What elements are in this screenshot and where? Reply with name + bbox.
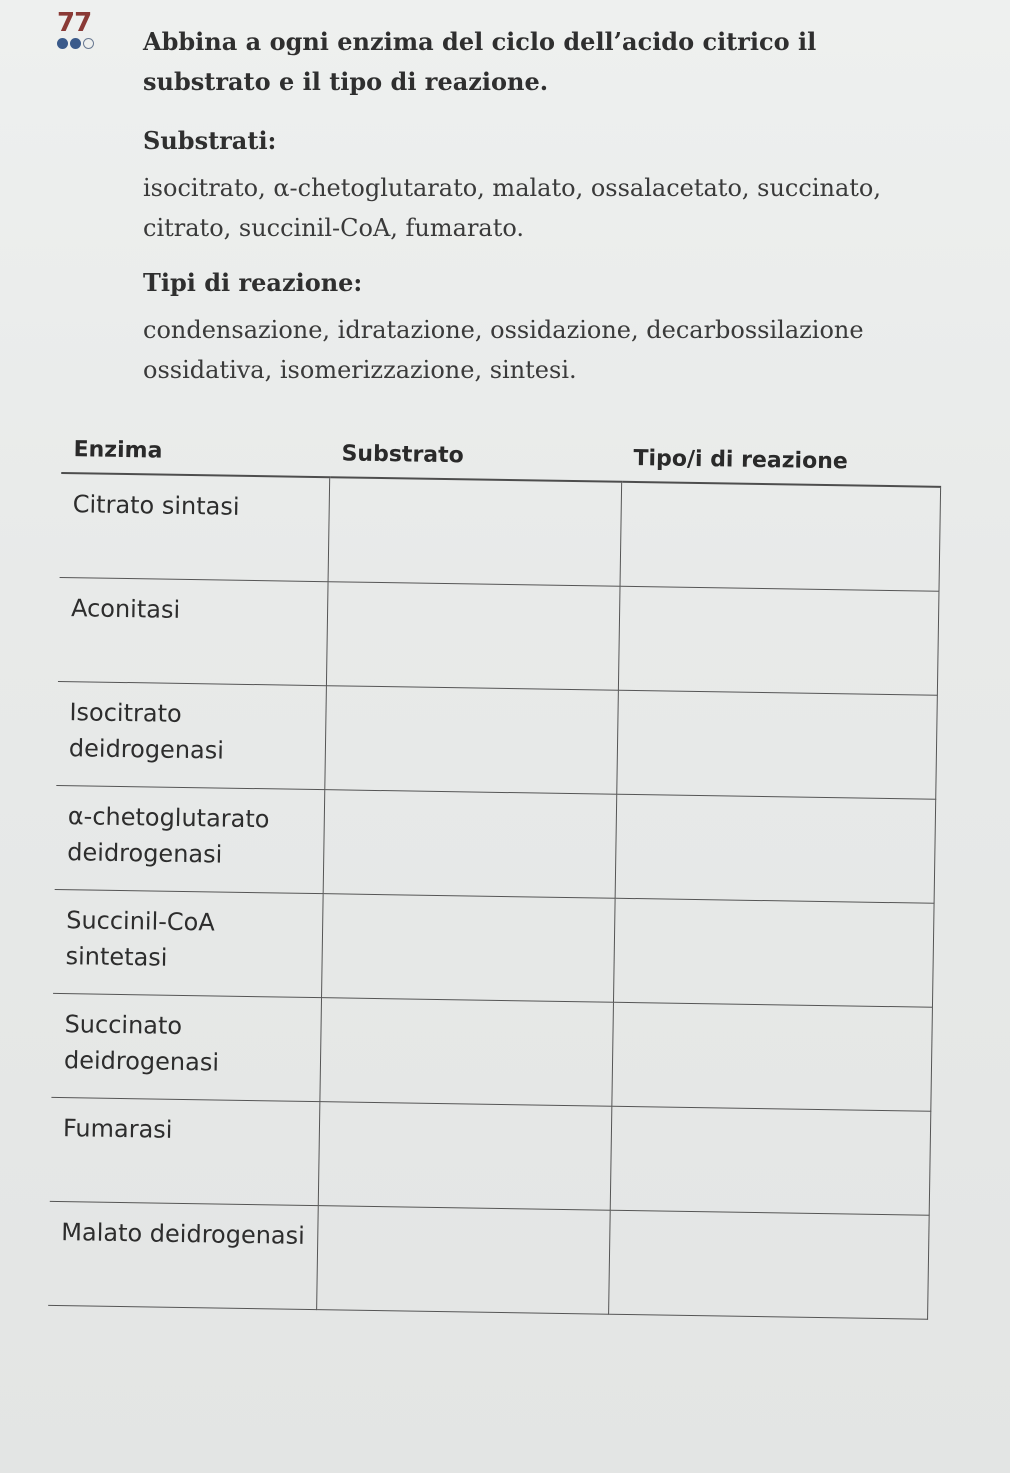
difficulty-dot-filled-icon	[70, 38, 81, 49]
enzyme-name: Malato deidrogenasi	[61, 1217, 306, 1250]
reaction-answer-cell[interactable]	[618, 586, 939, 695]
column-header-substrate: Substrato	[329, 428, 622, 482]
table-row	[51, 993, 932, 1111]
column-header-enzyme: Enzima	[61, 424, 330, 477]
enzyme-name: Aconitasi	[70, 593, 181, 624]
enzyme-matching-table	[48, 424, 942, 1319]
substrate-answer-cell[interactable]	[321, 893, 615, 1002]
table-row	[55, 785, 936, 903]
reaction-answer-cell[interactable]	[615, 794, 936, 903]
difficulty-dot-filled-icon	[57, 38, 68, 49]
reaction-answer-cell[interactable]	[616, 690, 937, 799]
enzyme-name: Fumarasi	[62, 1113, 173, 1144]
substrate-answer-cell[interactable]	[326, 581, 620, 690]
table-row	[56, 681, 937, 799]
substrate-answer-cell[interactable]	[316, 1205, 610, 1314]
enzyme-cell	[56, 681, 326, 789]
table-row	[50, 1097, 931, 1215]
enzyme-name: Succinato deidrogenasi	[63, 1009, 220, 1077]
substrate-answer-cell[interactable]	[328, 477, 622, 586]
table-row	[53, 889, 934, 1007]
enzyme-name: Citrato sintasi	[72, 490, 240, 521]
enzyme-cell	[48, 1201, 318, 1309]
exercise-instruction: Abbina a ogni enzima del ciclo dell’acido citrico il substrato e il tipo di reazione.	[143, 27, 817, 96]
substrates-heading: Substrati:	[143, 126, 277, 155]
enzyme-cell	[55, 785, 325, 893]
reaction-answer-cell[interactable]	[613, 898, 934, 1007]
enzyme-cell	[53, 889, 323, 997]
reactions-list: condensazione, idratazione, ossidazione, decarbossilazione ossidativa, isomerizzazione, sintesi.	[143, 316, 864, 384]
reaction-answer-cell[interactable]	[610, 1106, 931, 1215]
reaction-answer-cell[interactable]	[620, 482, 941, 591]
reaction-answer-cell[interactable]	[611, 1002, 932, 1111]
column-header-reaction-type: Tipo/i di reazione	[621, 433, 941, 487]
table-row	[60, 473, 941, 591]
enzyme-cell	[50, 1097, 320, 1205]
substrate-answer-cell[interactable]	[324, 685, 618, 794]
enzyme-cell	[58, 577, 328, 685]
substrates-list: isocitrato, α-chetoglutarato, malato, ossalacetato, succinato, citrato, succinil-CoA, fumarato.	[143, 174, 881, 242]
table-row	[58, 577, 939, 695]
enzyme-cell	[51, 993, 321, 1101]
enzyme-name: Isocitrato deidrogenasi	[68, 697, 225, 765]
enzyme-name: α-chetoglutarato deidrogenasi	[67, 801, 270, 869]
table-row	[48, 1201, 929, 1319]
reactions-heading: Tipi di reazione:	[143, 268, 363, 297]
substrate-answer-cell[interactable]	[319, 997, 613, 1106]
reaction-answer-cell[interactable]	[608, 1210, 929, 1319]
enzyme-name: Succinil-CoA sintetasi	[65, 905, 215, 972]
difficulty-indicator	[57, 38, 94, 49]
difficulty-dot-empty-icon	[83, 38, 94, 49]
exercise-number: 77	[57, 8, 92, 38]
substrate-answer-cell[interactable]	[318, 1101, 612, 1210]
enzyme-cell	[60, 473, 330, 581]
substrate-answer-cell[interactable]	[323, 789, 617, 898]
